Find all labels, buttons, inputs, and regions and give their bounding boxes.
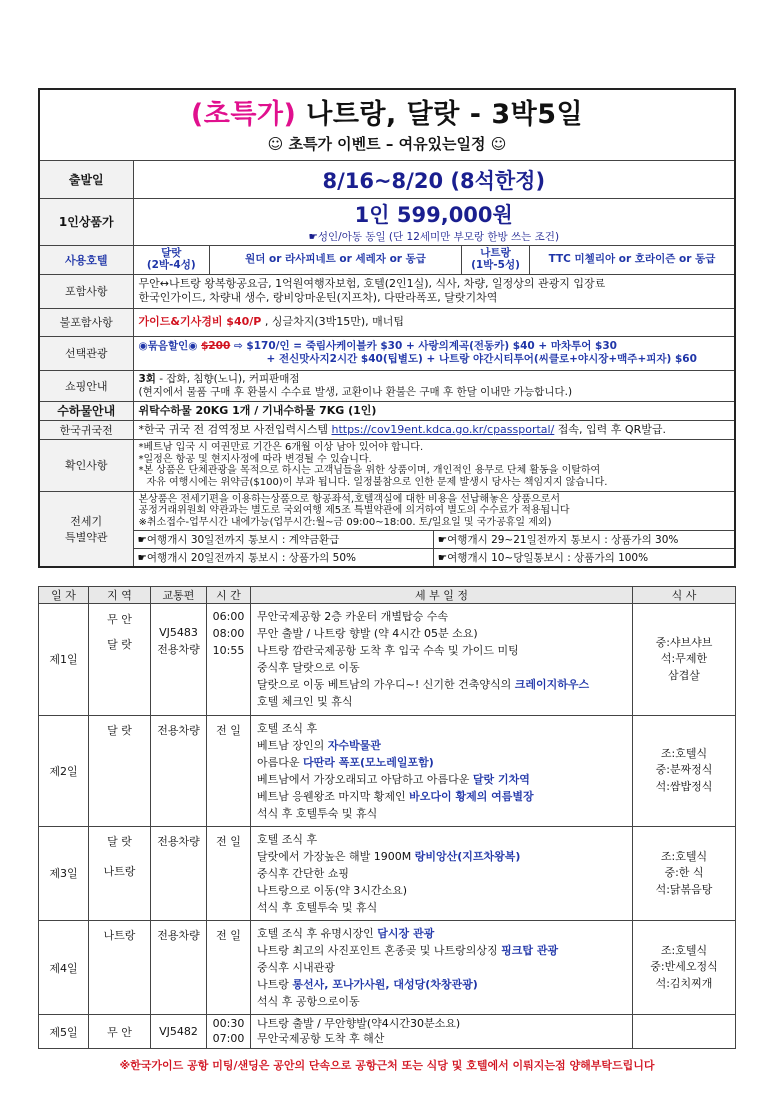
- return-check-suffix: 접속, 입력 후 QR발급.: [554, 422, 666, 436]
- day4-line-2-text: 나트랑 최고의 사진포인트 혼종곶 및 나트랑의상징: [257, 944, 502, 958]
- day5-label: 제5일: [39, 1015, 89, 1049]
- day5-time-2: 07:00: [212, 1031, 245, 1045]
- included-line-1: 무안↔나트랑 왕복항공요금, 1억원여행자보험, 호텔(2인1실), 식사, 차량, 일정상의 관광지 입장료: [138, 277, 606, 291]
- day1-meals: [633, 604, 736, 715]
- day4-meal-3: 석:김치찌개: [655, 976, 713, 990]
- day1-line-2: 무안 출발 / 나트랑 향발 (약 4시간 05분 소요): [257, 627, 478, 641]
- day4-region: 나트랑: [89, 921, 151, 1015]
- day1-meal-1: 중:샤브샤브: [655, 635, 713, 649]
- embroidery-museum: 자수박물관: [327, 738, 381, 752]
- day3-line-1: 호텔 조식 후: [257, 832, 318, 846]
- day3-meal-1: 조:호텔식: [660, 849, 708, 863]
- optional-line-1-rest: ⇨ $170/인 = 죽림사케이블카 $30 + 사랑의계곡(전동카) $40 + 마차투어 $30: [230, 339, 617, 352]
- original-price: $200: [201, 339, 231, 352]
- day4-line-2: [257, 942, 626, 959]
- day1-flight: VJ5483: [159, 626, 198, 640]
- price-note: ☛성인/아동 동일 (단 12세미만 부모랑 한방 쓰는 조건): [133, 229, 735, 245]
- nhatrang-hotels: TTC 미첼리아 or 호라이즌 or 동급: [530, 246, 735, 274]
- day1-line-5: [257, 676, 626, 693]
- day4-line-1: [257, 925, 626, 942]
- confirm-value: [133, 439, 735, 491]
- departure-label: 출발일: [39, 161, 133, 199]
- cancel-10-days: ☛여행개시 10~당일통보시 : 상품가의 100%: [434, 548, 734, 566]
- charter-value: [133, 491, 735, 567]
- charter-text: [134, 492, 735, 531]
- optional-value: [133, 336, 735, 370]
- footer-note: ※한국가이드 공항 미팅/샌딩은 공안의 단속으로 공항근처 또는 식당 및 호텔에서 이뤄지는점 양해부탁드립니다: [119, 1059, 655, 1073]
- cancel-29-21-days: ☛여행개시 29~21일전까지 통보시 : 상품가의 30%: [434, 530, 734, 548]
- day1-time-1: 06:00: [212, 610, 245, 624]
- day4-meal-2: 중:반세오정식: [650, 960, 718, 974]
- shopping-line-2: (현지에서 물품 구매 후 환불시 수수료 발생, 교환이나 환불은 구매 후 한달 이내만 가능합니다.): [138, 385, 573, 398]
- day1-details: [251, 604, 633, 715]
- included-line-2: 한국인가이드, 차량내 생수, 랑비앙마운틴(지프차), 다딴라폭포, 달랏기차역: [138, 291, 498, 304]
- nhatrang-nights: [462, 246, 530, 274]
- langbiang-mountain: 랑비앙산(지프차왕복): [414, 849, 521, 863]
- header-time: 시 간: [207, 587, 251, 604]
- return-check-value: [133, 420, 735, 439]
- city-sights: 롱선사, 포나가사원, 대성당(차창관광): [292, 978, 478, 992]
- day1-line-6: 호텔 체크인 및 휴식: [257, 695, 353, 709]
- hotel-label: 사용호텔: [39, 245, 133, 274]
- day3-region: [89, 826, 151, 920]
- day3-meal-2: 중:한 식: [664, 866, 704, 880]
- day4-line-1-text: 호텔 조식 후 유명시장인: [257, 927, 378, 941]
- header-day: 일 자: [39, 587, 89, 604]
- day4-transport: 전용차량: [151, 921, 207, 1015]
- optional-line-2: + 전신맛사지2시간 $40(팁별도) + 나트랑 야간시티투어(씨클로+야시장+맥주+피자) $60: [266, 353, 697, 365]
- day2-label: 제2일: [39, 715, 89, 826]
- schedule-header: [39, 587, 736, 604]
- day2-meal-1: 조:호텔식: [660, 746, 708, 760]
- day2-line-4-text: 베트남에서 가장오래되고 아담하고 아름다운: [257, 772, 473, 786]
- day2-line-3: [257, 754, 626, 771]
- day2-line-1: 호텔 조식 후: [257, 721, 318, 735]
- title-block: [39, 89, 735, 161]
- day2-line-6: 석식 후 호텔투숙 및 휴식: [257, 806, 378, 820]
- day1-times: [207, 604, 251, 715]
- day1-meal-3: 삼겹살: [668, 668, 700, 682]
- schedule-row-day2: [39, 715, 736, 826]
- cancel-30-days: ☛여행개시 30일전까지 통보시 : 계약금환급: [134, 530, 434, 548]
- header-transport: 교통편: [151, 587, 207, 604]
- day3-time: 전 일: [207, 826, 251, 920]
- day1-region-2: 달 랏: [107, 638, 132, 652]
- day4-meals: [633, 921, 736, 1015]
- day4-line-3: 중식후 시내관광: [257, 961, 335, 975]
- charter-label-2: 특별약관: [64, 531, 108, 544]
- day4-line-5: 석식 후 공항으로이동: [257, 995, 360, 1009]
- day3-line-5: 석식 후 호텔투숙 및 휴식: [257, 901, 378, 914]
- departure-value: 8/16~8/20 (8석한정): [133, 161, 735, 199]
- page-title: [40, 92, 734, 131]
- dalat-nights: [134, 246, 210, 274]
- day1-label: 제1일: [39, 604, 89, 715]
- header-meals: 식 사: [633, 587, 736, 604]
- day3-line-3: 중식후 간단한 쇼핑: [257, 866, 350, 880]
- page-subtitle: ☺ 초특가 이벤트 – 여유있는일정 ☺: [267, 135, 507, 153]
- schedule-row-day3: [39, 826, 736, 920]
- day2-line-5: [257, 788, 626, 805]
- dam-market: 담시장 관광: [377, 927, 435, 941]
- baggage-label: 수하물안내: [39, 401, 133, 420]
- excluded-guide-fee: 가이드&기사경비 $40/P: [138, 315, 262, 329]
- day2-line-4: [257, 771, 626, 788]
- day3-region-2: 나트랑: [103, 864, 136, 878]
- day5-region: 무 안: [89, 1015, 151, 1049]
- shopping-items: - 잡화, 침향(노니), 커피판매점: [155, 372, 300, 385]
- schedule-row-day5: [39, 1015, 736, 1049]
- cancel-20-days: ☛여행개시 20일전까지 통보시 : 상품가의 50%: [134, 548, 434, 566]
- day1-transport: [151, 604, 207, 715]
- dalat-nights-text: (2박-4성): [146, 258, 196, 271]
- schedule-table: [38, 586, 736, 1049]
- excluded-label: 불포함사항: [39, 308, 133, 336]
- bundle-discount: ◉묶음할인◉: [138, 339, 202, 352]
- confirm-line-3: *본 상품은 단체관광을 목적으로 하시는 고객님들을 위한 상품이며, 개인적인 용무로 단체 활동을 이탈하여: [138, 465, 601, 477]
- day1-line-3: 나트랑 깜란국제공항 도착 후 입국 수속 및 가이드 미팅: [257, 644, 519, 658]
- day4-details: [251, 921, 633, 1015]
- confirm-line-1: *베트남 입국 시 여권만료 기간은 6개월 이상 남아 있어야 합니다.: [138, 442, 424, 454]
- excluded-value: [133, 308, 735, 336]
- return-check-label: 한국귀국전: [39, 420, 133, 439]
- day1-vehicle: 전용차량: [157, 643, 200, 657]
- title-prefix: (초특가): [190, 99, 297, 130]
- day4-line-4-text: 나트랑: [257, 978, 293, 992]
- charter-label: [39, 491, 133, 567]
- crazy-house: 크레이지하우스: [514, 678, 590, 692]
- day2-meal-3: 석:쌈밥정식: [655, 779, 713, 793]
- day1-time-3: 10:55: [212, 644, 245, 658]
- schedule-row-day4: [39, 921, 736, 1015]
- shopping-line-1: [139, 373, 730, 386]
- schedule-row-day1: [39, 604, 736, 715]
- optional-line-1: [139, 340, 730, 353]
- charter-label-1: 전세기: [70, 515, 103, 528]
- day4-time: 전 일: [207, 921, 251, 1015]
- day2-line-5-text: 베트남 응웬왕조 마지막 황제인: [257, 789, 410, 803]
- day1-region: [89, 604, 151, 715]
- day3-line-2-text: 달랏에서 가장높은 해발 1900M: [257, 849, 415, 863]
- charter-line-1: 본상품은 전세기편을 이용하는상품으로 항공좌석,호텔객실에 대한 비용을 선납해놓은 상품으로서: [138, 493, 560, 505]
- shopping-value: [133, 370, 735, 401]
- quarantine-portal-link[interactable]: https://cov19ent.kdca.go.kr/cpassportal/: [331, 422, 555, 436]
- day2-details: [251, 715, 633, 826]
- day2-region: 달 랏: [89, 715, 151, 826]
- day5-details: [251, 1015, 633, 1049]
- day3-line-2: [257, 848, 626, 865]
- day5-line-2: 무안국제공항 도착 후 해산: [257, 1031, 385, 1045]
- pink-tower: 핑크탑 관광: [501, 944, 559, 958]
- nhatrang-name: 나트랑: [480, 246, 511, 259]
- day2-meals: [633, 715, 736, 826]
- price-value: 1인 599,000원: [133, 199, 735, 230]
- day1-meal-2: 석:무제한: [660, 652, 708, 666]
- day2-meal-2: 중:분짜정식: [655, 763, 713, 777]
- day2-time: 전 일: [207, 715, 251, 826]
- day1-line-4: 중식후 달랏으로 이동: [257, 661, 360, 675]
- cancellation-grid: [134, 530, 735, 566]
- dalat-name: 달랏: [161, 246, 182, 259]
- day1-region-1: 무 안: [107, 613, 132, 627]
- dalat-hotels: 원더 or 라사피네트 or 세레자 or 동급: [210, 246, 462, 274]
- shopping-label: 쇼핑안내: [39, 370, 133, 401]
- day1-time-2: 08:00: [212, 627, 245, 641]
- day3-meal-3: 석:닭볶음탕: [655, 882, 713, 896]
- day3-meals: [633, 826, 736, 920]
- day1-line-1: 무안국제공항 2층 카운터 개별탑승 수속: [257, 610, 448, 624]
- header-details: 세 부 일 정: [251, 587, 633, 604]
- included-label: 포함사항: [39, 274, 133, 308]
- day2-line-2-text: 베트남 장인의: [257, 738, 328, 752]
- charter-line-2: 공정거래위원회 약관과는 별도로 국외여행 제5조 특별약관에 의거하여 별도의 수수료가 적용됩니다: [138, 505, 570, 517]
- day4-meal-1: 조:호텔식: [660, 943, 708, 957]
- day4-label: 제4일: [39, 921, 89, 1015]
- confirm-line-2: *일정은 항공 및 현지사정에 따라 변경될 수 있습니다.: [138, 453, 372, 465]
- confirm-line-4: 자유 여행시에는 위약금($100)이 부과 됩니다. 일정불참으로 인한 문제 발생시 당사는 책임지지 않습니다.: [146, 476, 608, 488]
- day5-flight: VJ5482: [151, 1015, 207, 1049]
- datanla-falls: 다딴라 폭포(모노레일포함): [303, 755, 434, 769]
- day1-line-5-text: 달랏으로 이동 베트남의 가우디~! 신기한 건축양식의: [257, 678, 515, 692]
- day3-line-4: 나트랑으로 이동(약 3시간소요): [257, 883, 408, 897]
- day5-time-1: 00:30: [212, 1016, 245, 1030]
- day3-region-1: 달 랏: [107, 834, 132, 848]
- title-main: 나트랑, 달랏 - 3박5일: [296, 99, 584, 130]
- header-region: 지 역: [89, 587, 151, 604]
- confirm-label: 확인사항: [39, 439, 133, 491]
- baggage-value: 위탁수하물 20KG 1개 / 기내수하물 7KG (1인): [133, 401, 735, 420]
- hotel-info: [133, 245, 735, 274]
- day3-label: 제3일: [39, 826, 89, 920]
- itinerary-page: [38, 88, 736, 1073]
- price-label: 1인상품가: [39, 199, 133, 246]
- day3-details: [251, 826, 633, 920]
- day4-line-4: [257, 976, 626, 993]
- dalat-station: 달랏 기차역: [472, 772, 530, 786]
- optional-label: 선택관광: [39, 336, 133, 370]
- nhatrang-nights-text: (1박-5성): [471, 258, 520, 271]
- day2-line-3-text: 아름다운: [257, 755, 304, 769]
- charter-line-3: ※취소접수-업무시간 내에가능(업무시간:월~금 09:00~18:00. 토/일요일 및 국가공휴일 제외): [138, 516, 552, 528]
- shopping-count: 3회: [138, 372, 156, 385]
- day2-line-2: [257, 737, 626, 754]
- day5-meals: [633, 1015, 736, 1049]
- bao-dai-palace: 바오다이 황제의 여름별장: [409, 789, 534, 803]
- day3-transport: 전용차량: [151, 826, 207, 920]
- excluded-rest: , 싱글차지(3박15만), 매너팁: [261, 315, 405, 329]
- day5-line-1: 나트랑 출발 / 무안향발(약4시간30분소요): [257, 1016, 461, 1030]
- product-info-table: [38, 88, 736, 568]
- included-value: [133, 274, 735, 308]
- day5-times: [207, 1015, 251, 1049]
- day2-transport: 전용차량: [151, 715, 207, 826]
- return-check-prefix: *한국 귀국 전 검역정보 사전입력시스템: [138, 422, 332, 436]
